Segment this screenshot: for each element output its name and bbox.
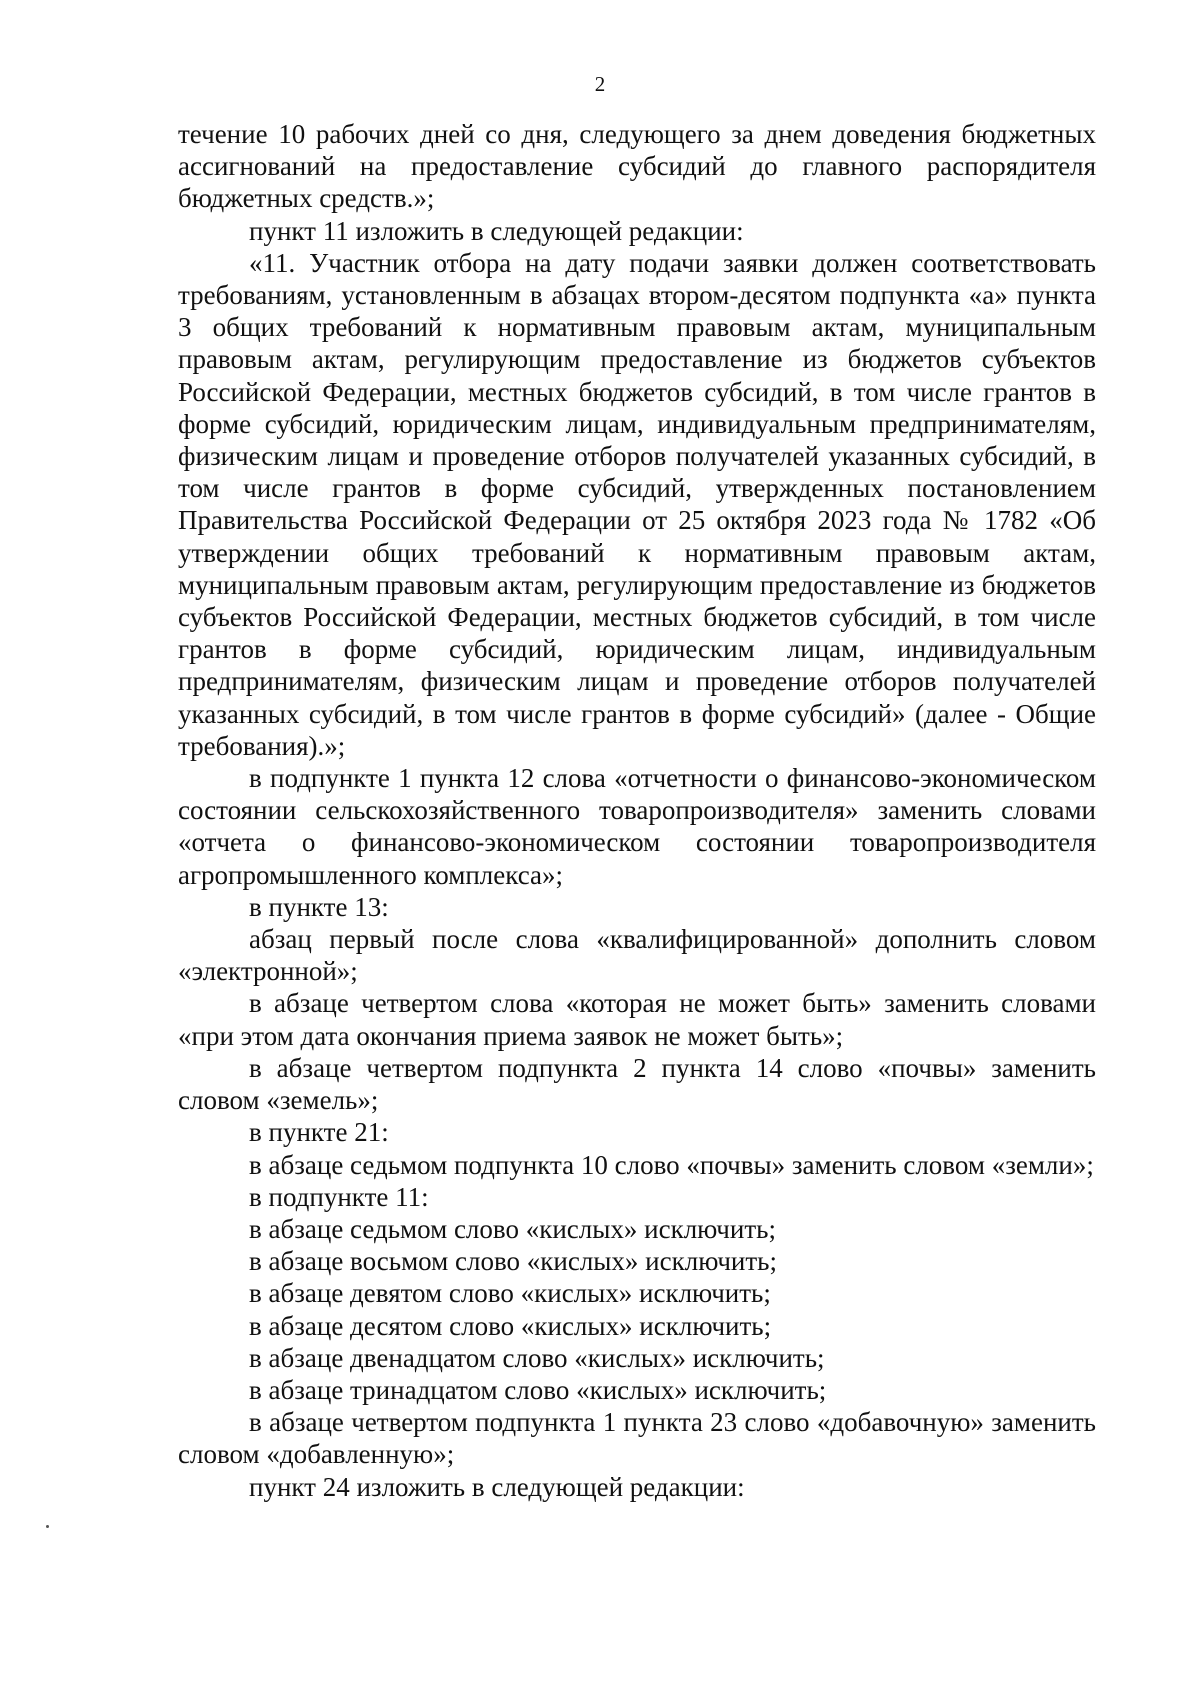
paragraph-sub-11-seventh: в абзаце седьмом слово «кислых» исключить;: [249, 1213, 776, 1244]
paragraph-point-13-fourth: в абзаце четвертом слова «которая не может быть» заменить словами «при этом дата окончания приема заявок не может быть»;: [178, 988, 1096, 1051]
page-number: 2: [594, 72, 606, 96]
document-body: [178, 118, 1096, 1503]
paragraph-point-13-intro: в пункте 13:: [249, 891, 389, 922]
paragraph-point-11-intro: пункт 11 изложить в следующей редакции:: [249, 215, 744, 246]
paragraph-sub-11-thirteenth: в абзаце тринадцатом слово «кислых» исключить;: [249, 1374, 827, 1405]
paragraph-sub-11-ninth: в абзаце девятом слово «кислых» исключить;: [249, 1278, 771, 1309]
paragraph-sub-11-eighth: в абзаце восьмом слово «кислых» исключить;: [249, 1246, 777, 1277]
paragraph-sub-11-intro: в подпункте 11:: [249, 1181, 429, 1212]
paragraph-point-24-intro: пункт 24 изложить в следующей редакции:: [249, 1471, 745, 1502]
paragraph-point-12-change: в подпункте 1 пункта 12 слова «отчетности о финансово-экономическом состоянии сельскохозяйственного товаропроизводителя» заменить словами «отчета о финансово-экономическом состоянии товаропроизводителя агропромышленного комплекса»;: [178, 763, 1096, 890]
paragraph-sub-11-tenth: в абзаце десятом слово «кислых» исключить;: [249, 1310, 772, 1341]
scan-speck: [46, 1525, 49, 1528]
paragraph-point-13-first: абзац первый после слова «квалифицированной» дополнить словом «электронной»;: [178, 924, 1096, 987]
paragraph-point-11-text: «11. Участник отбора на дату подачи заявки должен соответствовать требованиям, установленным в абзацах втором-десятом подпункта «а» пункта 3 общих требований к нормативным правовым актам, муниципальным правовым актам, регулирующим предоставление из бюджетов субъектов Российской Федерации, местных бюджетов субсидий, в том числе грантов в форме субсидий, юридическим лицам, индивидуальным предпринимателям, физическим лицам и проведение отборов получателей указанных субсидий, в том числе грантов в форме субсидий, утвержденных постановлением Правительства Российской Федерации от 25 октября 2023 года № 1782 «Об утверждении общих требований к нормативным правовым актам, муниципальным правовым актам, регулирующим предоставление из бюджетов субъектов Российской Федерации, местных бюджетов субсидий, в том числе грантов в форме субсидий, юридическим лицам, индивидуальным предпринимателям, физическим лицам и проведение отборов получателей указанных субсидий, в том числе грантов в форме субсидий» (далее - Общие требования).»;: [178, 247, 1096, 761]
paragraph-point-23-change: в абзаце четвертом подпункта 1 пункта 23 слово «добавочную» заменить словом «добавленную»;: [178, 1407, 1096, 1470]
paragraph-sub-11-twelfth: в абзаце двенадцатом слово «кислых» исключить;: [249, 1342, 825, 1373]
paragraph-budget-deadline: течение 10 рабочих дней со дня, следующего за днем доведения бюджетных ассигнований на предоставление субсидий до главного распорядителя бюджетных средств.»;: [178, 119, 1096, 214]
paragraph-point-21-sub-10: в абзаце седьмом подпункта 10 слово «почвы» заменить словом «земли»;: [249, 1149, 1094, 1180]
paragraph-point-21-intro: в пункте 21:: [249, 1117, 389, 1148]
paragraph-point-14-change: в абзаце четвертом подпункта 2 пункта 14 слово «почвы» заменить словом «земель»;: [178, 1052, 1096, 1116]
